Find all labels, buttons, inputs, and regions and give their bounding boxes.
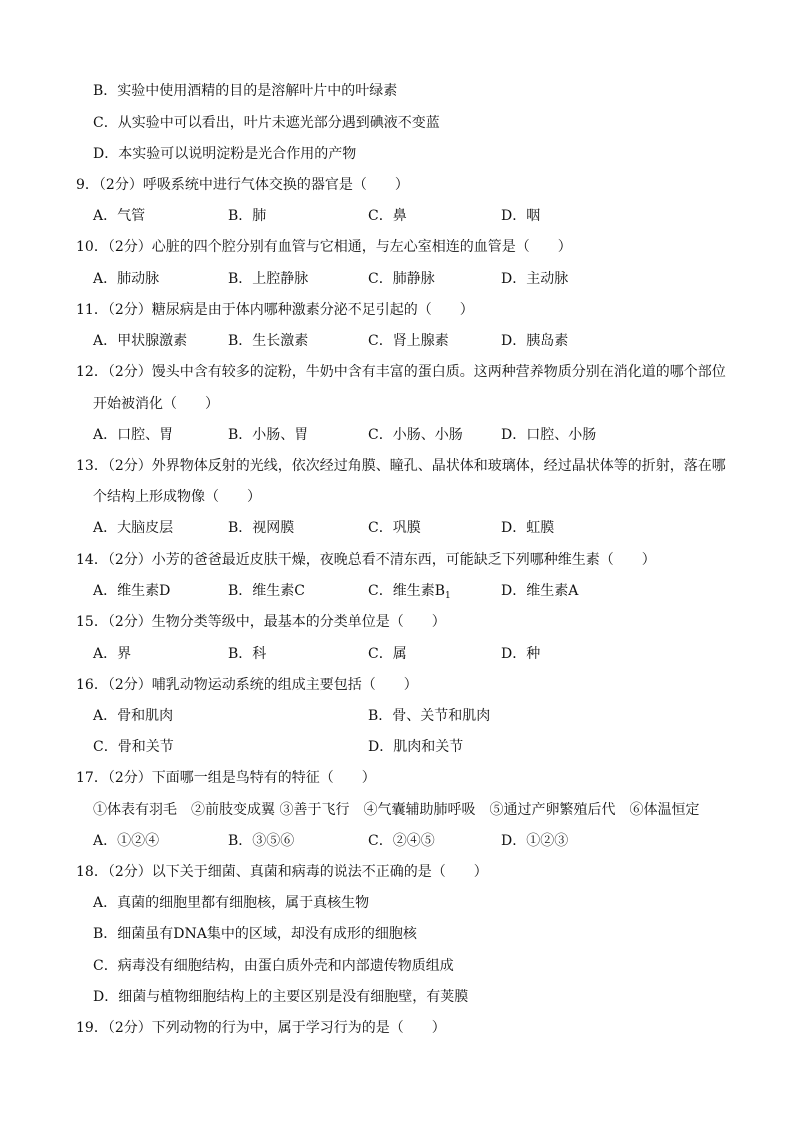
q14-stem: 14．（2分）小芳的爸爸最近皮肤干燥，夜晚总看不清东西，可能缺乏下列哪种维生素（ ） <box>76 552 656 568</box>
q12-option-c: C．小肠、小肠 <box>368 427 463 443</box>
q13-option-b: B．视网膜 <box>228 520 295 536</box>
q11-option-b: B．生长激素 <box>228 333 309 349</box>
q15-option-a: A．界 <box>93 646 132 662</box>
q10-option-c: C．肺静脉 <box>368 271 435 287</box>
q8-option-c: C．从实验中可以看出，叶片未遮光部分遇到碘液不变蓝 <box>93 115 440 131</box>
q8-option-b: B．实验中使用酒精的目的是溶解叶片中的叶绿素 <box>93 83 398 99</box>
q17-features: ①体表有羽毛 ②前肢变成翼 ③善于飞行 ④气囊辅助肺呼吸 ⑤通过产卵繁殖后代 ⑥体温恒定 <box>93 802 700 818</box>
q13-option-c: C．巩膜 <box>368 520 421 536</box>
q17-option-b: B．③⑤⑥ <box>228 833 295 849</box>
q9-stem: 9．（2分）呼吸系统中进行气体交换的器官是（ ） <box>76 177 409 193</box>
q14-option-c <box>368 582 451 605</box>
q10-option-d: D．主动脉 <box>501 271 569 287</box>
q11-option-a: A．甲状腺激素 <box>93 333 188 349</box>
q12-stem-continued: 开始被消化（ ） <box>93 396 219 412</box>
q13-stem-continued: 个结构上形成物像（ ） <box>93 489 261 505</box>
q12-option-d: D．口腔、小肠 <box>501 427 597 443</box>
q8-option-d: D．本实验可以说明淀粉是光合作用的产物 <box>93 146 357 162</box>
q19-stem: 19．（2分）下列动物的行为中，属于学习行为的是（ ） <box>76 1020 446 1036</box>
q18-option-c: C．病毒没有细胞结构，由蛋白质外壳和内部遗传物质组成 <box>93 958 454 974</box>
q18-stem: 18．（2分）以下关于细菌、真菌和病毒的说法不正确的是（ ） <box>76 864 488 880</box>
q15-option-d: D．种 <box>501 646 541 662</box>
q17-option-c: C．②④⑤ <box>368 833 435 849</box>
q16-stem: 16．（2分）哺乳动物运动系统的组成主要包括（ ） <box>76 677 418 693</box>
q18-option-d: D．细菌与植物细胞结构上的主要区别是没有细胞壁，有荚膜 <box>93 989 469 1005</box>
q12-option-b: B．小肠、胃 <box>228 427 309 443</box>
q17-stem: 17．（2分）下面哪一组是鸟特有的特征（ ） <box>76 770 376 786</box>
q9-option-b: B．肺 <box>228 208 267 224</box>
q17-option-d: D．①②③ <box>501 833 569 849</box>
q18-option-a: A．真菌的细胞里都有细胞核，属于真核生物 <box>93 895 370 911</box>
q11-stem: 11．（2分）糖尿病是由于体内哪种激素分泌不足引起的（ ） <box>76 302 474 318</box>
q14-option-c-text: C．维生素B <box>368 583 445 599</box>
q16-option-d: D．肌肉和关节 <box>368 739 464 755</box>
q14-option-a: A．维生素D <box>93 583 171 599</box>
q13-stem: 13．（2分）外界物体反射的光线，依次经过角膜、瞳孔、晶状体和玻璃体，经过晶状体等的折射，落在哪 <box>76 458 726 474</box>
q12-option-a: A．口腔、胃 <box>93 427 174 443</box>
q12-stem: 12．（2分）馒头中含有较多的淀粉，牛奶中含有丰富的蛋白质。这两种营养物质分别在消化道的哪个部位 <box>76 364 726 380</box>
q15-option-c: C．属 <box>368 646 407 662</box>
q9-option-c: C．鼻 <box>368 208 407 224</box>
q16-option-a: A．骨和肌肉 <box>93 708 174 724</box>
q17-option-a: A．①②④ <box>93 833 160 849</box>
q18-option-b: B．细菌虽有DNA集中的区域，却没有成形的细胞核 <box>93 926 417 942</box>
q9-option-d: D．咽 <box>501 208 541 224</box>
q10-option-b: B．上腔静脉 <box>228 271 309 287</box>
q10-option-a: A．肺动脉 <box>93 271 160 287</box>
q13-option-a: A．大脑皮层 <box>93 520 174 536</box>
q16-option-c: C．骨和关节 <box>93 739 174 755</box>
q9-option-a: A．气管 <box>93 208 146 224</box>
q11-option-d: D．胰岛素 <box>501 333 569 349</box>
q15-stem: 15．（2分）生物分类等级中，最基本的分类单位是（ ） <box>76 614 446 630</box>
q14-option-c-subscript: 1 <box>445 591 451 601</box>
q11-option-c: C．肾上腺素 <box>368 333 449 349</box>
q16-option-b: B．骨、关节和肌肉 <box>368 708 491 724</box>
q14-option-d: D．维生素A <box>501 583 579 599</box>
q14-option-b: B．维生素C <box>228 583 305 599</box>
q10-stem: 10．（2分）心脏的四个腔分别有血管与它相通，与左心室相连的血管是（ ） <box>76 239 572 255</box>
q15-option-b: B．科 <box>228 646 267 662</box>
q13-option-d: D．虹膜 <box>501 520 555 536</box>
